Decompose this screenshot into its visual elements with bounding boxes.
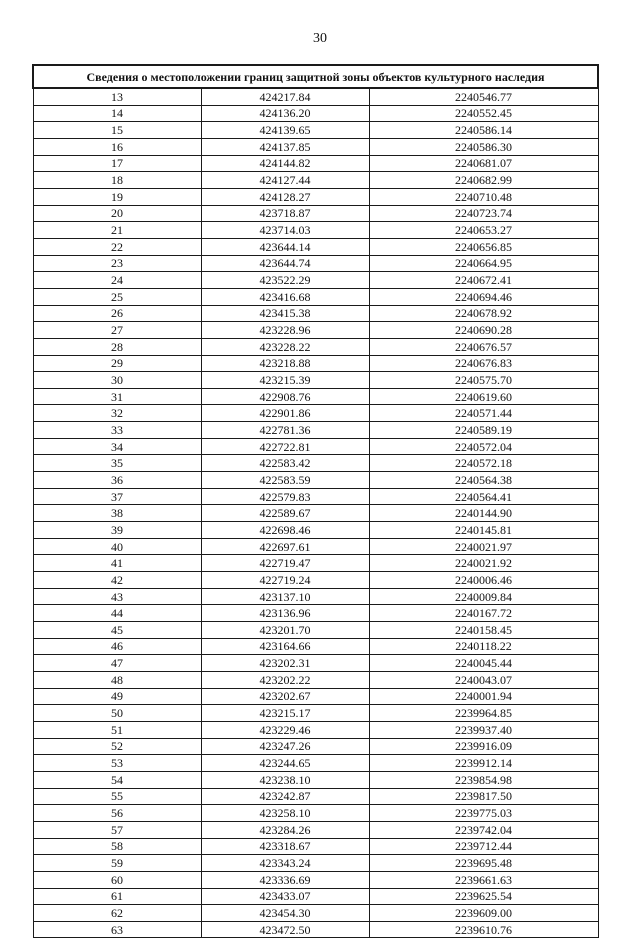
- point-number-cell: 58: [33, 838, 201, 855]
- y-coordinate-cell: 2240572.18: [369, 455, 598, 472]
- y-coordinate-cell: 2240021.97: [369, 538, 598, 555]
- table-row: [33, 488, 598, 505]
- x-coordinate-cell: 423218.88: [201, 355, 369, 372]
- y-coordinate-cell: 2240586.14: [369, 122, 598, 139]
- table-row: [33, 322, 598, 339]
- y-coordinate-cell: 2239817.50: [369, 788, 598, 805]
- y-coordinate-cell: 2240043.07: [369, 671, 598, 688]
- point-number-cell: 56: [33, 805, 201, 822]
- point-number-cell: 53: [33, 755, 201, 772]
- point-number-cell: 51: [33, 721, 201, 738]
- x-coordinate-cell: 423229.46: [201, 721, 369, 738]
- y-coordinate-cell: 2239854.98: [369, 771, 598, 788]
- y-coordinate-cell: 2240672.41: [369, 272, 598, 289]
- x-coordinate-cell: 422908.76: [201, 388, 369, 405]
- point-number-cell: 55: [33, 788, 201, 805]
- y-coordinate-cell: 2239916.09: [369, 738, 598, 755]
- y-coordinate-cell: 2239610.76: [369, 921, 598, 938]
- y-coordinate-cell: 2240564.41: [369, 488, 598, 505]
- point-number-cell: 19: [33, 188, 201, 205]
- x-coordinate-cell: 423215.39: [201, 372, 369, 389]
- table-row: [33, 771, 598, 788]
- table-row: [33, 721, 598, 738]
- coordinates-table: [32, 64, 599, 938]
- table-row: [33, 538, 598, 555]
- x-coordinate-cell: 422583.59: [201, 472, 369, 489]
- x-coordinate-cell: 423644.14: [201, 238, 369, 255]
- table-title: Сведения о местоположении границ защитной зоны объектов культурного наследия: [33, 65, 598, 88]
- table-row: [33, 871, 598, 888]
- table-row: [33, 372, 598, 389]
- table-row: [33, 155, 598, 172]
- x-coordinate-cell: 423336.69: [201, 871, 369, 888]
- x-coordinate-cell: 423416.68: [201, 288, 369, 305]
- point-number-cell: 54: [33, 771, 201, 788]
- table-row: [33, 388, 598, 405]
- table-row: [33, 355, 598, 372]
- table-row: [33, 705, 598, 722]
- y-coordinate-cell: 2239937.40: [369, 721, 598, 738]
- table-row: [33, 522, 598, 539]
- y-coordinate-cell: 2239661.63: [369, 871, 598, 888]
- y-coordinate-cell: 2240676.83: [369, 355, 598, 372]
- table-row: [33, 605, 598, 622]
- y-coordinate-cell: 2240575.70: [369, 372, 598, 389]
- point-number-cell: 49: [33, 688, 201, 705]
- x-coordinate-cell: 423247.26: [201, 738, 369, 755]
- y-coordinate-cell: 2240564.38: [369, 472, 598, 489]
- table-row: [33, 255, 598, 272]
- point-number-cell: 34: [33, 438, 201, 455]
- point-number-cell: 26: [33, 305, 201, 322]
- table-row: [33, 572, 598, 589]
- table-row: [33, 238, 598, 255]
- x-coordinate-cell: 422697.61: [201, 538, 369, 555]
- y-coordinate-cell: 2240681.07: [369, 155, 598, 172]
- x-coordinate-cell: 422901.86: [201, 405, 369, 422]
- y-coordinate-cell: 2240045.44: [369, 655, 598, 672]
- point-number-cell: 16: [33, 138, 201, 155]
- table-body: [33, 88, 598, 938]
- y-coordinate-cell: 2240167.72: [369, 605, 598, 622]
- x-coordinate-cell: 423343.24: [201, 855, 369, 872]
- point-number-cell: 15: [33, 122, 201, 139]
- x-coordinate-cell: 423244.65: [201, 755, 369, 772]
- table-row: [33, 172, 598, 189]
- table-row: [33, 821, 598, 838]
- y-coordinate-cell: 2240694.46: [369, 288, 598, 305]
- table-row: [33, 555, 598, 572]
- table-row: [33, 205, 598, 222]
- y-coordinate-cell: 2240145.81: [369, 522, 598, 539]
- x-coordinate-cell: 424144.82: [201, 155, 369, 172]
- y-coordinate-cell: 2240552.45: [369, 105, 598, 122]
- y-coordinate-cell: 2239609.00: [369, 905, 598, 922]
- x-coordinate-cell: 423164.66: [201, 638, 369, 655]
- point-number-cell: 27: [33, 322, 201, 339]
- y-coordinate-cell: 2240009.84: [369, 588, 598, 605]
- x-coordinate-cell: 422722.81: [201, 438, 369, 455]
- point-number-cell: 38: [33, 505, 201, 522]
- point-number-cell: 61: [33, 888, 201, 905]
- point-number-cell: 44: [33, 605, 201, 622]
- y-coordinate-cell: 2240586.30: [369, 138, 598, 155]
- table-row: [33, 122, 598, 139]
- x-coordinate-cell: 423137.10: [201, 588, 369, 605]
- point-number-cell: 30: [33, 372, 201, 389]
- table-row: [33, 288, 598, 305]
- point-number-cell: 41: [33, 555, 201, 572]
- y-coordinate-cell: 2240619.60: [369, 388, 598, 405]
- point-number-cell: 28: [33, 338, 201, 355]
- y-coordinate-cell: 2240158.45: [369, 622, 598, 639]
- point-number-cell: 21: [33, 222, 201, 239]
- table-row: [33, 222, 598, 239]
- table-row: [33, 855, 598, 872]
- x-coordinate-cell: 423228.22: [201, 338, 369, 355]
- table-row: [33, 338, 598, 355]
- y-coordinate-cell: 2240678.92: [369, 305, 598, 322]
- y-coordinate-cell: 2240021.92: [369, 555, 598, 572]
- point-number-cell: 46: [33, 638, 201, 655]
- point-number-cell: 52: [33, 738, 201, 755]
- table-row: [33, 455, 598, 472]
- x-coordinate-cell: 423202.22: [201, 671, 369, 688]
- x-coordinate-cell: 423454.30: [201, 905, 369, 922]
- y-coordinate-cell: 2240572.04: [369, 438, 598, 455]
- table-row: [33, 655, 598, 672]
- point-number-cell: 36: [33, 472, 201, 489]
- x-coordinate-cell: 424137.85: [201, 138, 369, 155]
- table-row: [33, 755, 598, 772]
- y-coordinate-cell: 2239625.54: [369, 888, 598, 905]
- table-row: [33, 305, 598, 322]
- point-number-cell: 39: [33, 522, 201, 539]
- point-number-cell: 59: [33, 855, 201, 872]
- table-row: [33, 138, 598, 155]
- x-coordinate-cell: 423238.10: [201, 771, 369, 788]
- table-row: [33, 105, 598, 122]
- x-coordinate-cell: 422589.67: [201, 505, 369, 522]
- x-coordinate-cell: 423215.17: [201, 705, 369, 722]
- x-coordinate-cell: 423202.31: [201, 655, 369, 672]
- x-coordinate-cell: 422698.46: [201, 522, 369, 539]
- x-coordinate-cell: 424139.65: [201, 122, 369, 139]
- x-coordinate-cell: 422781.36: [201, 422, 369, 439]
- point-number-cell: 62: [33, 905, 201, 922]
- table-row: [33, 188, 598, 205]
- y-coordinate-cell: 2240710.48: [369, 188, 598, 205]
- y-coordinate-cell: 2240664.95: [369, 255, 598, 272]
- table-row: [33, 505, 598, 522]
- point-number-cell: 32: [33, 405, 201, 422]
- x-coordinate-cell: 423258.10: [201, 805, 369, 822]
- x-coordinate-cell: 423228.96: [201, 322, 369, 339]
- x-coordinate-cell: 424128.27: [201, 188, 369, 205]
- point-number-cell: 31: [33, 388, 201, 405]
- x-coordinate-cell: 423202.67: [201, 688, 369, 705]
- table-row: [33, 788, 598, 805]
- point-number-cell: 29: [33, 355, 201, 372]
- point-number-cell: 24: [33, 272, 201, 289]
- point-number-cell: 14: [33, 105, 201, 122]
- y-coordinate-cell: 2240571.44: [369, 405, 598, 422]
- point-number-cell: 20: [33, 205, 201, 222]
- point-number-cell: 63: [33, 921, 201, 938]
- point-number-cell: 25: [33, 288, 201, 305]
- point-number-cell: 33: [33, 422, 201, 439]
- y-coordinate-cell: 2240723.74: [369, 205, 598, 222]
- y-coordinate-cell: 2240676.57: [369, 338, 598, 355]
- x-coordinate-cell: 423522.29: [201, 272, 369, 289]
- point-number-cell: 17: [33, 155, 201, 172]
- y-coordinate-cell: 2239712.44: [369, 838, 598, 855]
- y-coordinate-cell: 2240144.90: [369, 505, 598, 522]
- x-coordinate-cell: 423136.96: [201, 605, 369, 622]
- x-coordinate-cell: 424127.44: [201, 172, 369, 189]
- x-coordinate-cell: 423714.03: [201, 222, 369, 239]
- point-number-cell: 48: [33, 671, 201, 688]
- table-row: [33, 805, 598, 822]
- table-row: [33, 622, 598, 639]
- y-coordinate-cell: 2240546.77: [369, 88, 598, 105]
- point-number-cell: 43: [33, 588, 201, 605]
- table-row: [33, 838, 598, 855]
- point-number-cell: 22: [33, 238, 201, 255]
- page-number: 30: [313, 31, 327, 46]
- table-row: [33, 905, 598, 922]
- y-coordinate-cell: 2239742.04: [369, 821, 598, 838]
- y-coordinate-cell: 2239775.03: [369, 805, 598, 822]
- point-number-cell: 42: [33, 572, 201, 589]
- y-coordinate-cell: 2240589.19: [369, 422, 598, 439]
- x-coordinate-cell: 423242.87: [201, 788, 369, 805]
- x-coordinate-cell: 423472.50: [201, 921, 369, 938]
- table-row: [33, 588, 598, 605]
- point-number-cell: 40: [33, 538, 201, 555]
- x-coordinate-cell: 423433.07: [201, 888, 369, 905]
- x-coordinate-cell: 422579.83: [201, 488, 369, 505]
- point-number-cell: 60: [33, 871, 201, 888]
- y-coordinate-cell: 2240690.28: [369, 322, 598, 339]
- y-coordinate-cell: 2240006.46: [369, 572, 598, 589]
- point-number-cell: 13: [33, 88, 201, 105]
- y-coordinate-cell: 2239912.14: [369, 755, 598, 772]
- table-row: [33, 888, 598, 905]
- point-number-cell: 50: [33, 705, 201, 722]
- x-coordinate-cell: 422719.47: [201, 555, 369, 572]
- table-row: [33, 272, 598, 289]
- y-coordinate-cell: 2239964.85: [369, 705, 598, 722]
- point-number-cell: 57: [33, 821, 201, 838]
- table-row: [33, 472, 598, 489]
- x-coordinate-cell: 423415.38: [201, 305, 369, 322]
- point-number-cell: 37: [33, 488, 201, 505]
- table-row: [33, 921, 598, 938]
- x-coordinate-cell: 422583.42: [201, 455, 369, 472]
- x-coordinate-cell: 423644.74: [201, 255, 369, 272]
- table-row: [33, 405, 598, 422]
- table-title-row: [33, 65, 598, 88]
- x-coordinate-cell: 423718.87: [201, 205, 369, 222]
- y-coordinate-cell: 2240682.99: [369, 172, 598, 189]
- table-row: [33, 438, 598, 455]
- table-row: [33, 88, 598, 105]
- table-row: [33, 688, 598, 705]
- table-row: [33, 671, 598, 688]
- point-number-cell: 35: [33, 455, 201, 472]
- x-coordinate-cell: 422719.24: [201, 572, 369, 589]
- y-coordinate-cell: 2240656.85: [369, 238, 598, 255]
- y-coordinate-cell: 2239695.48: [369, 855, 598, 872]
- x-coordinate-cell: 423318.67: [201, 838, 369, 855]
- point-number-cell: 18: [33, 172, 201, 189]
- x-coordinate-cell: 423201.70: [201, 622, 369, 639]
- y-coordinate-cell: 2240653.27: [369, 222, 598, 239]
- point-number-cell: 23: [33, 255, 201, 272]
- y-coordinate-cell: 2240118.22: [369, 638, 598, 655]
- table-row: [33, 638, 598, 655]
- point-number-cell: 45: [33, 622, 201, 639]
- y-coordinate-cell: 2240001.94: [369, 688, 598, 705]
- point-number-cell: 47: [33, 655, 201, 672]
- table-row: [33, 422, 598, 439]
- x-coordinate-cell: 423284.26: [201, 821, 369, 838]
- x-coordinate-cell: 424136.20: [201, 105, 369, 122]
- table-row: [33, 738, 598, 755]
- x-coordinate-cell: 424217.84: [201, 88, 369, 105]
